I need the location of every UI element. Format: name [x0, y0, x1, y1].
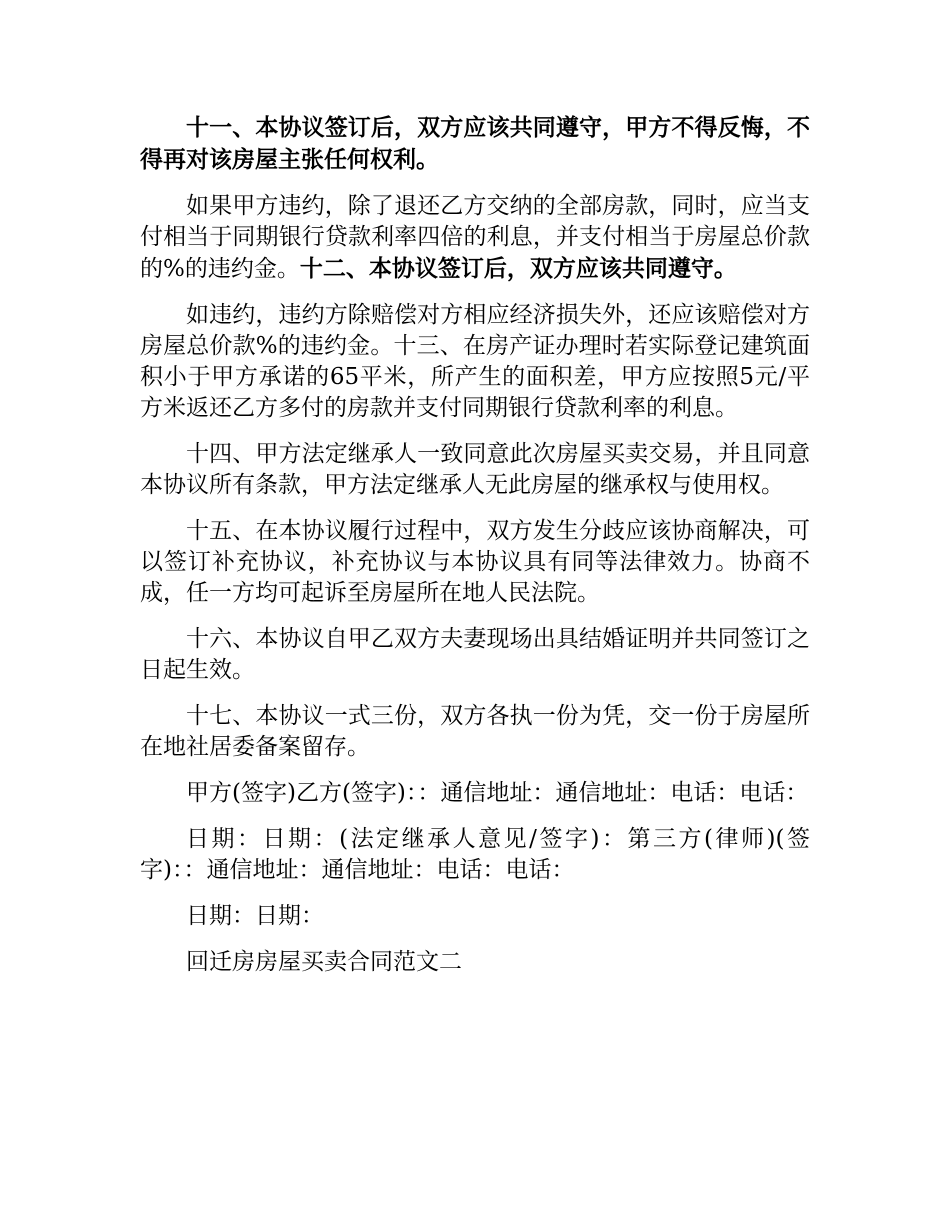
clause-15-paragraph — [140, 516, 810, 609]
signature-parties-text: 甲方(签字)乙方(签字)：：通信地址：通信地址：电话：电话： — [186, 780, 809, 806]
signature-line-parties — [140, 778, 810, 809]
clause-13-paragraph — [140, 300, 810, 424]
clause-14-text: 十四、甲方法定继承人一致同意此次房屋买卖交易，并且同意本协议所有条款，甲方法定继承人无此房屋的继承权与使用权。 — [140, 441, 810, 498]
clause-17-paragraph — [140, 701, 810, 763]
breach-penalty-text: 如果甲方违约，除了退还乙方交纳的全部房款，同时，应当支付相当于同期银行贷款利率四倍的利息，并支付相当于房屋总价款的%的违约金。 — [140, 193, 810, 282]
clause-15-text: 十五、在本协议履行过程中，双方发生分歧应该协商解决，可以签订补充协议，补充协议与本协议具有同等法律效力。协商不成，任一方均可起诉至房屋所在地人民法院。 — [140, 518, 810, 606]
clause-13-text: 如违约，违约方除赔偿对方相应经济损失外，还应该赔偿对方房屋总价款%的违约金。十三、在房产证办理时若实际登记建筑面积小于甲方承诺的65平米，所产生的面积差，甲方应按照5元/平方米返还乙方多付的房款并支付同期银行贷款利率的利息。 — [140, 302, 810, 421]
clause-14-paragraph — [140, 439, 810, 501]
date-line — [140, 901, 810, 932]
clause-16-text: 十六、本协议自甲乙双方夫妻现场出具结婚证明并共同签订之日起生效。 — [140, 626, 810, 683]
signature-line-third-party — [140, 824, 810, 886]
signature-third-party-text: 日期：日期：(法定继承人意见/签字)：第三方(律师)(签字)：：通信地址：通信地址：电话：电话： — [140, 826, 810, 883]
clause-12-heading: 十二、本协议签订后，双方应该共同遵守。 — [299, 255, 737, 282]
clause-11-heading: 十一、本协议签订后，双方应该共同遵守，甲方不得反悔，不得再对该房屋主张任何权利。 — [140, 114, 810, 173]
clause-11-paragraph — [140, 112, 810, 176]
clause-16-paragraph — [140, 624, 810, 686]
clause-17-text: 十七、本协议一式三份，双方各执一份为凭，交一份于房屋所在地社居委备案留存。 — [140, 703, 810, 760]
next-section-title — [140, 947, 810, 978]
next-section-title-text: 回迁房房屋买卖合同范文二 — [186, 949, 462, 975]
breach-penalty-paragraph — [140, 191, 810, 285]
document-body — [140, 112, 810, 993]
date-line-text: 日期：日期： — [186, 903, 324, 929]
